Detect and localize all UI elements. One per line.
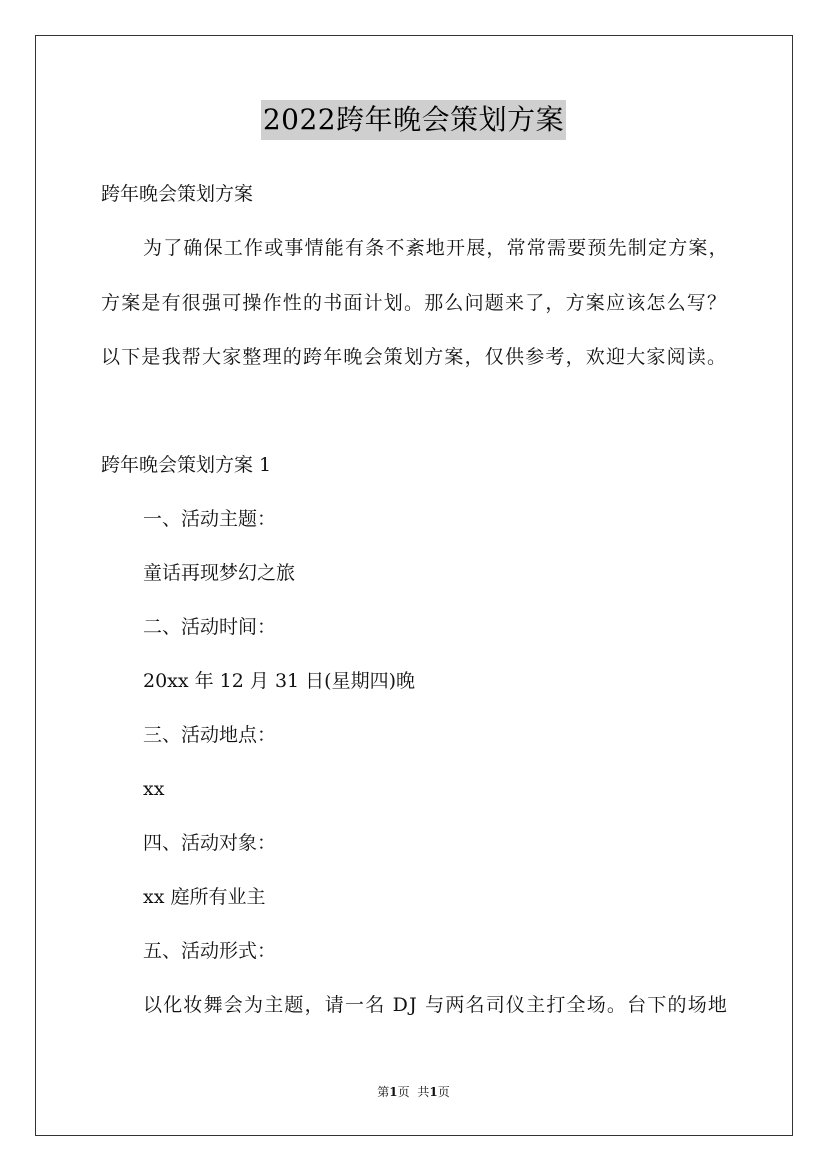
intro-line-3: 以下是我帮大家整理的跨年晚会策划方案，仅供参考，欢迎大家阅读。 — [101, 346, 728, 368]
document-subtitle: 跨年晚会策划方案 — [101, 183, 254, 205]
item-text-time: 20xx 年 12 月 31 日(星期四)晚 — [143, 670, 415, 692]
document-title: 2022跨年晚会策划方案 — [261, 100, 566, 140]
footer-total-prefix: 共 — [417, 1085, 430, 1099]
item-text-format: 以化妆舞会为主题，请一名 DJ 与两名司仪主打全场。台下的场地 — [143, 994, 729, 1016]
item-heading-location: 三、活动地点： — [143, 724, 277, 746]
item-text-audience: xx 庭所有业主 — [143, 886, 266, 908]
footer-page-number: 1 — [389, 1085, 398, 1099]
intro-line-1: 为了确保工作或事情能有条不紊地开展，常常需要预先制定方案， — [143, 237, 729, 259]
title-container — [0, 100, 827, 140]
item-heading-audience: 四、活动对象： — [143, 832, 277, 854]
footer-total-suffix: 页 — [437, 1085, 450, 1099]
item-heading-theme: 一、活动主题： — [143, 508, 277, 530]
footer-page-suffix: 页 — [397, 1085, 410, 1099]
section-heading: 跨年晚会策划方案 1 — [101, 454, 272, 476]
footer-page-prefix: 第 — [377, 1085, 390, 1099]
item-text-location: xx — [143, 778, 165, 800]
intro-line-2: 方案是有很强可操作性的书面计划。那么问题来了，方案应该怎么写？ — [101, 292, 728, 314]
item-heading-time: 二、活动时间： — [143, 616, 277, 638]
item-heading-format: 五、活动形式： — [143, 940, 277, 962]
item-text-theme: 童话再现梦幻之旅 — [143, 562, 296, 584]
page-footer — [0, 1084, 827, 1100]
footer-total-number: 1 — [429, 1085, 438, 1099]
